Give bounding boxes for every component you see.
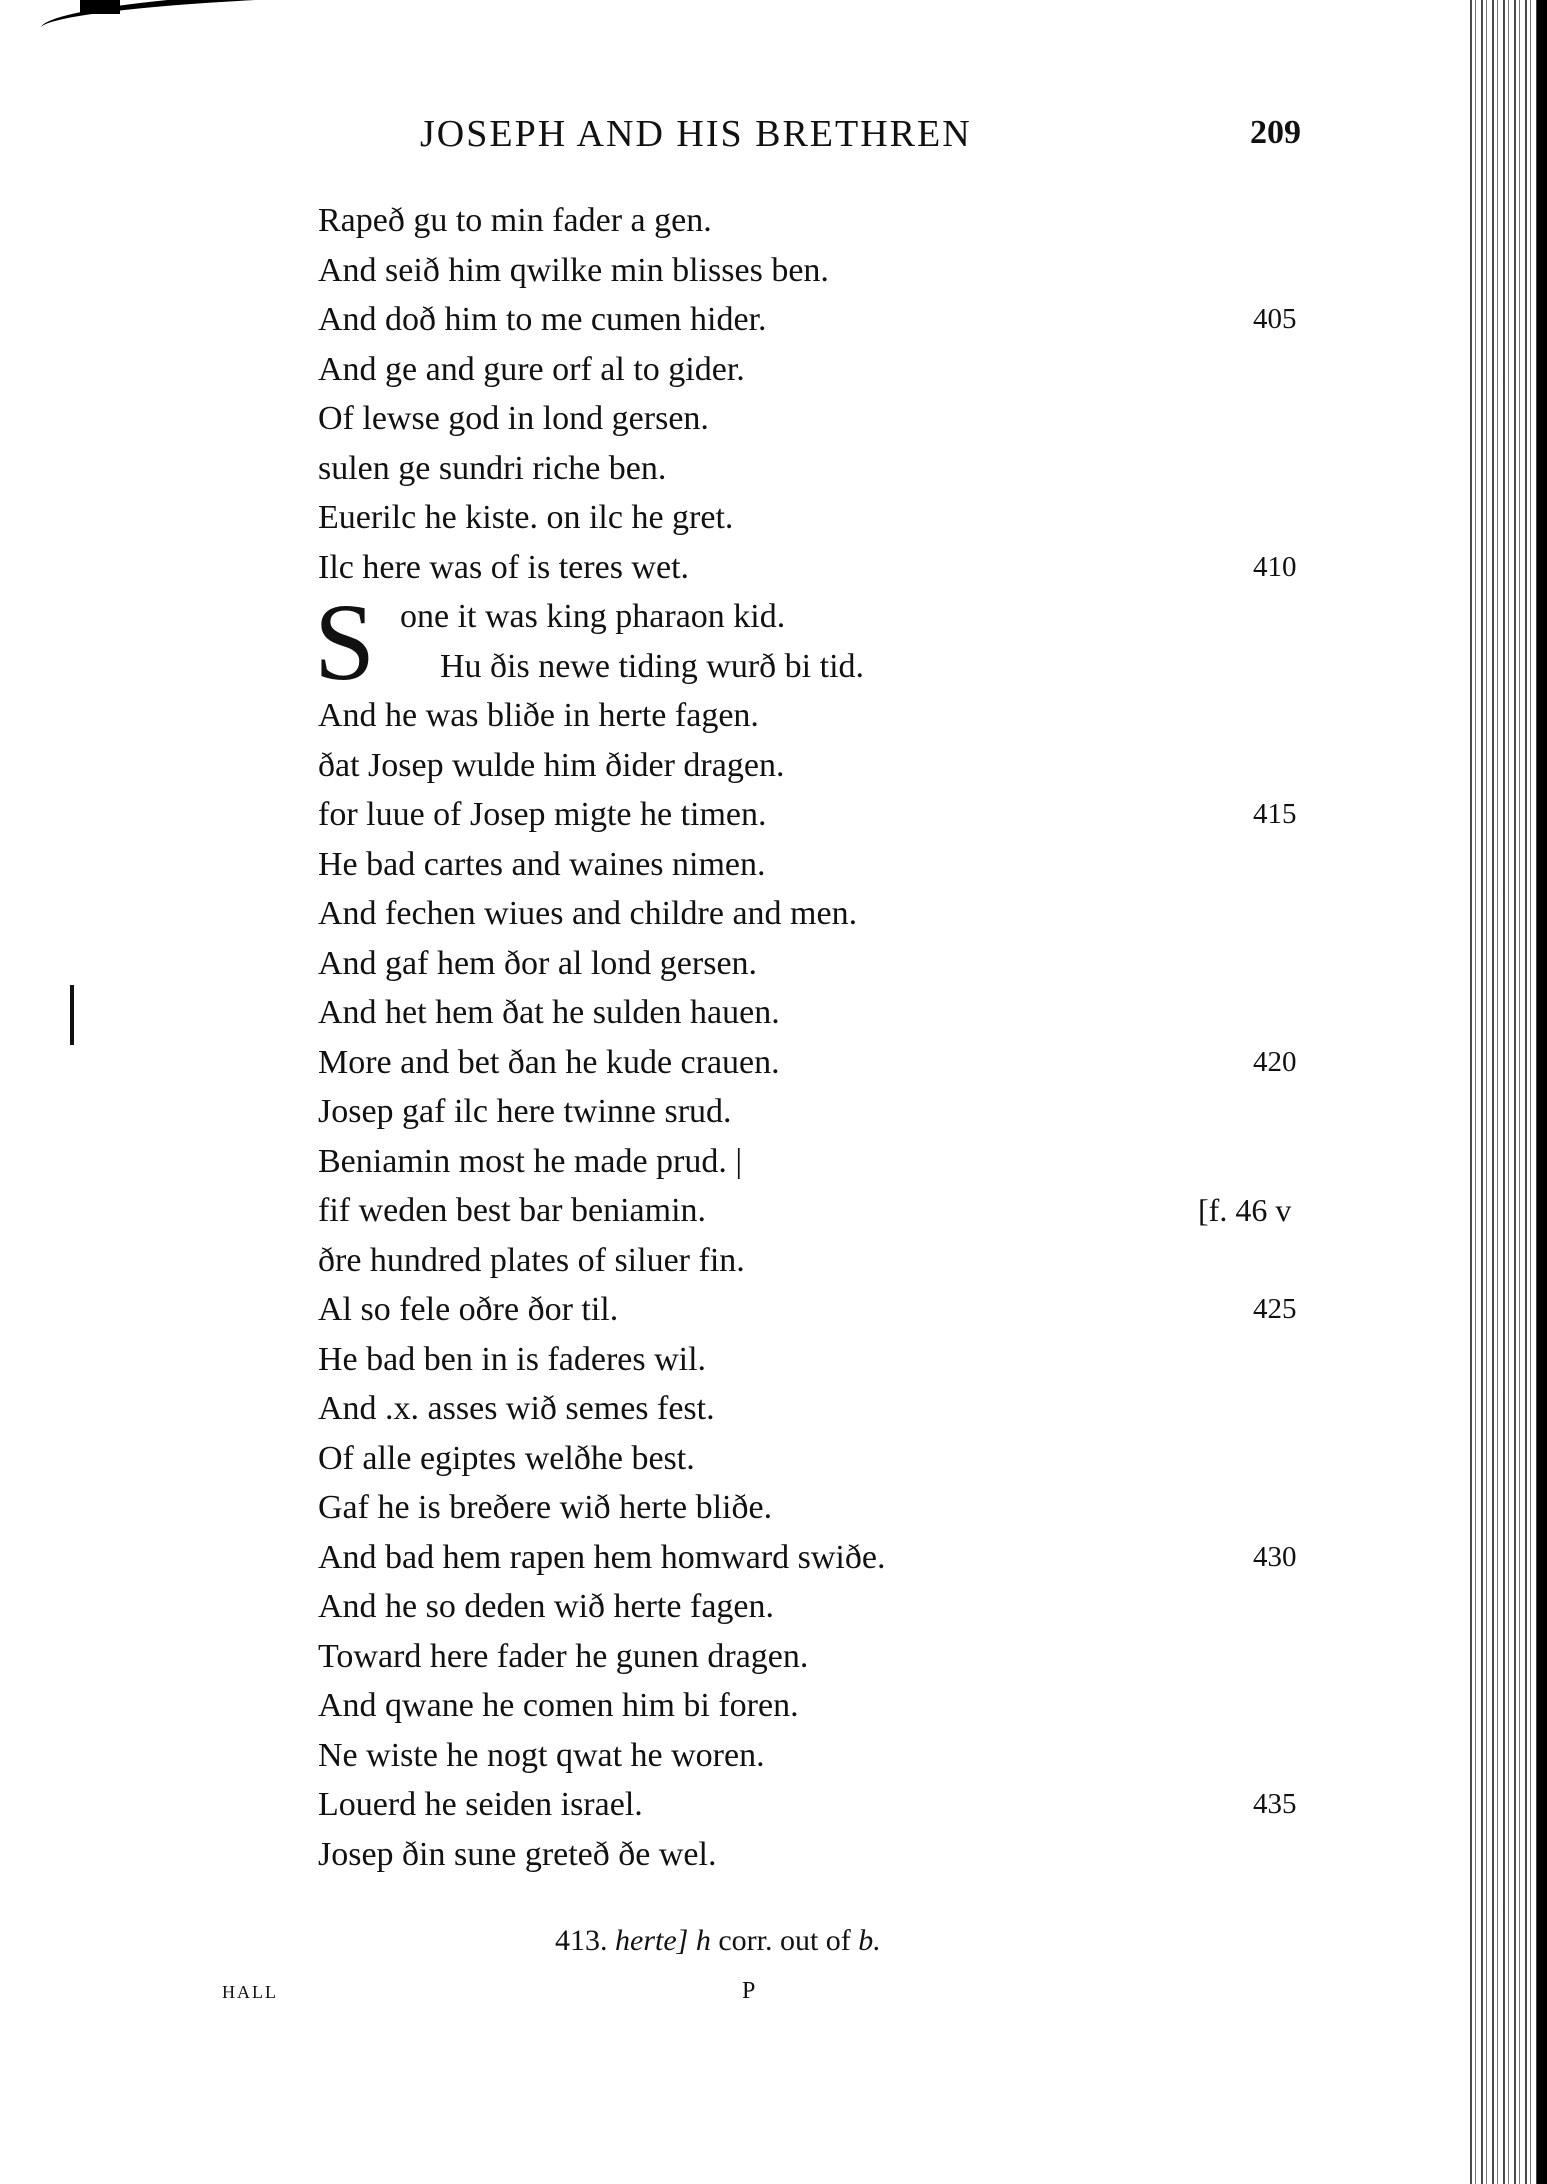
margin-mark bbox=[70, 985, 74, 1045]
verse-text: Toward here fader he gunen dragen. bbox=[318, 1637, 809, 1675]
verse-line bbox=[318, 444, 1338, 494]
verse-text: He bad ben in is faderes wil. bbox=[318, 1340, 707, 1378]
verse-text: ðre hundred plates of siluer fin. bbox=[318, 1241, 745, 1279]
verse-line bbox=[318, 790, 1338, 840]
verse-line bbox=[318, 840, 1338, 890]
verse-line bbox=[318, 1780, 1338, 1830]
gathering-signature: P bbox=[742, 1978, 756, 2004]
verse-line bbox=[318, 1236, 1338, 1286]
verse-line bbox=[318, 1384, 1338, 1434]
line-number: 415 bbox=[1253, 798, 1297, 830]
verse-text: Josep gaf ilc here twinne srud. bbox=[318, 1093, 732, 1130]
footnote-text: corr. out of bbox=[718, 1924, 851, 1957]
verse-text: And ge and gure orf al to gider. bbox=[318, 350, 745, 388]
drop-cap-initial: S bbox=[314, 581, 376, 703]
verse-line bbox=[318, 493, 1338, 543]
verse-text: Josep ðin sune greteð ðe wel. bbox=[318, 1835, 717, 1873]
verse-line bbox=[318, 1731, 1338, 1781]
book-spine-shadow bbox=[1467, 0, 1547, 2184]
verse-text: And het hem ðat he sulden hauen. bbox=[318, 994, 780, 1031]
verse-text: And doð him to me cumen hider. bbox=[318, 301, 767, 338]
printer-signature: HALL bbox=[222, 1982, 278, 2002]
line-number: 405 bbox=[1253, 303, 1297, 335]
verse-line bbox=[318, 196, 1338, 246]
verse-line bbox=[318, 246, 1338, 296]
verse-line bbox=[318, 543, 1338, 593]
verse-text: Ilc here was of is teres wet. bbox=[318, 548, 690, 586]
verse-text: Gaf he is breðere wið herte bliðe. bbox=[318, 1489, 773, 1526]
verse-line bbox=[318, 889, 1338, 939]
verse-text: Al so fele oðre ðor til. bbox=[318, 1291, 619, 1328]
verse-line bbox=[318, 988, 1338, 1038]
line-number: 425 bbox=[1253, 1293, 1297, 1325]
verse-text: Louerd he seiden israel. bbox=[318, 1786, 643, 1823]
verse-line bbox=[318, 1681, 1338, 1731]
verse-line bbox=[318, 1533, 1338, 1583]
page-number: 209 bbox=[1250, 114, 1301, 151]
verse-line bbox=[318, 1483, 1338, 1533]
verse-line bbox=[318, 394, 1338, 444]
verse-line bbox=[318, 1186, 1338, 1236]
verse-line bbox=[318, 345, 1338, 395]
line-number: 420 bbox=[1253, 1045, 1297, 1078]
verse-text: More and bet ðan he kude crauen. bbox=[318, 1043, 780, 1081]
footnote-line-ref: 413. bbox=[555, 1924, 608, 1957]
folio-reference: [f. 46 v bbox=[1198, 1192, 1292, 1228]
running-title: JOSEPH AND HIS BRETHREN bbox=[420, 113, 972, 155]
verse-line bbox=[318, 642, 1338, 692]
verse-text: Ne wiste he nogt qwat he woren. bbox=[318, 1736, 765, 1774]
verse-line bbox=[318, 1285, 1338, 1335]
verse-line bbox=[318, 1087, 1338, 1137]
verse-line bbox=[318, 741, 1338, 791]
verse-text: And gaf hem ðor al lond gersen. bbox=[318, 944, 758, 982]
footnote-lemma: herte] bbox=[615, 1924, 689, 1957]
verse-text: Of alle egiptes welðhe best. bbox=[318, 1439, 695, 1477]
verse-text: Of lewse god in lond gersen. bbox=[318, 400, 709, 437]
verse-line bbox=[318, 1434, 1338, 1484]
poem-text bbox=[314, 196, 1338, 1879]
footnote-letter: b. bbox=[858, 1924, 881, 1957]
verse-text: one it was king pharaon kid. bbox=[400, 598, 786, 635]
verse-text: Beniamin most he made prud. | bbox=[318, 1142, 743, 1180]
verse-text: fif weden best bar beniamin. bbox=[318, 1192, 707, 1229]
book-spine-edge bbox=[1537, 0, 1547, 2184]
footnote bbox=[555, 1924, 881, 1958]
verse-line bbox=[318, 1038, 1338, 1088]
verse-text: And seið him qwilke min blisses ben. bbox=[318, 251, 829, 289]
verse-line bbox=[318, 1137, 1338, 1187]
verse-line bbox=[318, 1335, 1338, 1385]
scan-smear-blot bbox=[80, 0, 120, 14]
verse-text: And fechen wiues and childre and men. bbox=[318, 895, 858, 932]
line-number: 430 bbox=[1253, 1540, 1297, 1573]
verse-text: And .x. asses wið semes fest. bbox=[318, 1390, 715, 1427]
verse-text: And qwane he comen him bi foren. bbox=[318, 1687, 799, 1724]
verse-text: ðat Josep wulde him ðider dragen. bbox=[318, 746, 785, 784]
verse-text: And he so deden wið herte fagen. bbox=[318, 1588, 775, 1625]
verse-line bbox=[318, 295, 1338, 345]
verse-text: sulen ge sundri riche ben. bbox=[318, 449, 667, 487]
verse-text: Rapeð gu to min fader a gen. bbox=[318, 202, 712, 239]
line-number: 435 bbox=[1253, 1788, 1297, 1820]
verse-text: And bad hem rapen hem homward swiðe. bbox=[318, 1538, 886, 1576]
verse-line bbox=[318, 1632, 1338, 1682]
verse-text: He bad cartes and waines nimen. bbox=[318, 845, 766, 883]
verse-text: Hu ðis newe tiding wurð bi tid. bbox=[440, 647, 865, 685]
verse-text: for luue of Josep migte he timen. bbox=[318, 796, 767, 833]
verse-text: And he was bliðe in herte fagen. bbox=[318, 697, 759, 734]
verse-text: Euerilc he kiste. on ilc he gret. bbox=[318, 499, 734, 536]
verse-line bbox=[318, 1582, 1338, 1632]
footnote-letter: h bbox=[695, 1924, 711, 1957]
verse-line bbox=[318, 691, 1338, 741]
verse-line bbox=[318, 939, 1338, 989]
verse-line bbox=[318, 1830, 1338, 1880]
line-number: 410 bbox=[1253, 550, 1297, 583]
